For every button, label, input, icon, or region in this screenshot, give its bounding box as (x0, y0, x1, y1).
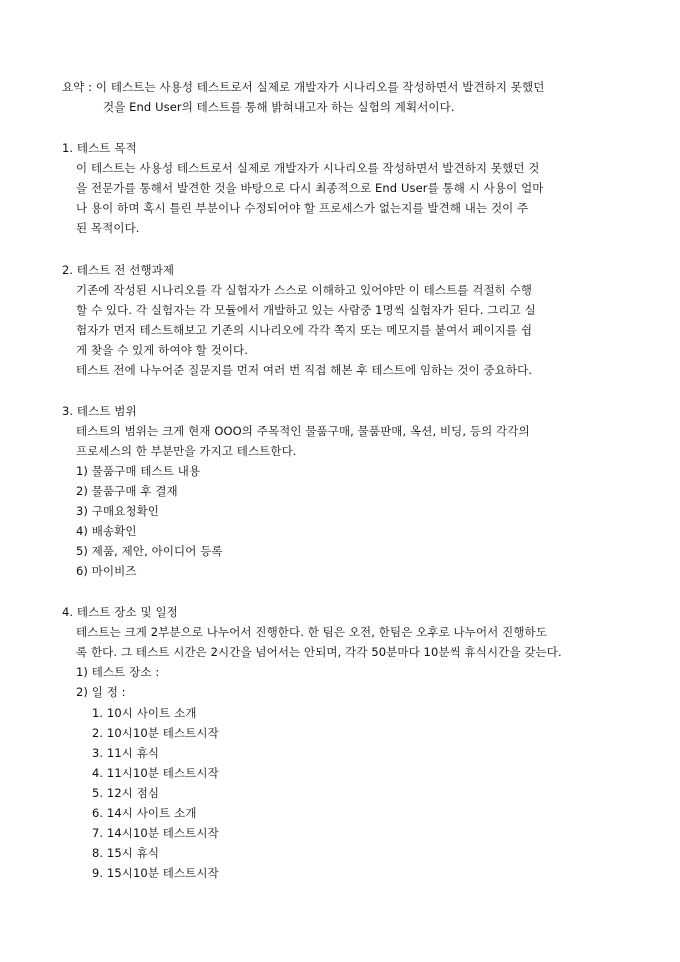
schedule-item: 3. 11시 휴식 (92, 746, 160, 760)
section-4-line: 록 한다. 그 테스트 시간은 2시간을 넘어서는 안되며, 각각 50분마다 10분씩 휴식시간을 갖는다. (76, 645, 562, 659)
section-3-list-item: 2) 물품구매 후 결재 (76, 484, 178, 498)
section-3-list-item: 6) 마이비즈 (76, 564, 137, 578)
section-3-line: 프로세스의 한 부분만을 가지고 테스트한다. (76, 444, 297, 458)
schedule-item: 6. 14시 사이트 소개 (92, 806, 197, 820)
schedule-item: 2. 10시10분 테스트시작 (92, 726, 219, 740)
section-2-line: 테스트 전에 나누어준 질문지를 먼저 여러 번 직접 해본 후 테스트에 임하는 것이 중요하다. (76, 363, 533, 377)
section-1-line: 이 테스트는 사용성 테스트로서 실제로 개발자가 시나리오를 작성하면서 발견하지 못했던 것 (76, 161, 540, 175)
section-4-heading: 4. 테스트 장소 및 일정 (62, 605, 178, 619)
section-2-heading: 2. 테스트 전 선행과제 (62, 263, 175, 277)
section-3-list-item: 1) 물품구매 테스트 내용 (76, 464, 201, 478)
schedule-item: 1. 10시 사이트 소개 (92, 706, 197, 720)
section-2-line: 기존에 작성된 시나리오를 각 실험자가 스스로 이해하고 있어야만 이 테스트를 걱절히 수행 (76, 283, 533, 297)
section-1-heading: 1. 테스트 목적 (62, 141, 137, 155)
section-1-line: 을 전문가를 통해서 발견한 것을 바탕으로 다시 최종적으로 End User를 통해 시 사용이 얼마 (76, 181, 544, 195)
section-1-line: 된 목적이다. (76, 221, 140, 235)
section-4-line: 테스트는 크게 2부분으로 나누어서 진행한다. 한 팀은 오전, 한팀은 오후로 나누어서 진행하도 (76, 625, 547, 639)
schedule-item: 7. 14시10분 테스트시작 (92, 826, 219, 840)
section-3-list-item: 5) 제품, 제안, 아이디어 등록 (76, 544, 223, 558)
section-2-line: 게 찾을 수 있게 하여야 할 것이다. (76, 343, 249, 357)
section-3-list-item: 3) 구매요청확인 (76, 504, 160, 518)
schedule-item: 4. 11시10분 테스트시작 (92, 766, 219, 780)
section-3-heading: 3. 테스트 범위 (62, 404, 137, 418)
section-3-line: 테스트의 범위는 크게 현재 OOO의 주목적인 물품구매, 물품판매, 옥션, 비딩, 등의 각각의 (76, 424, 530, 438)
summary-line-1: 요약 : 이 테스트는 사용성 테스트로서 실제로 개발자가 시나리오를 작성하면서 발견하지 못했던 (62, 80, 545, 94)
schedule-item: 8. 15시 휴식 (92, 846, 160, 860)
section-2-line: 험자가 먼저 테스트해보고 기존의 시나리오에 각각 쪽지 또는 메모지를 붙여서 페이지를 쉽 (76, 323, 533, 337)
section-3-list-item: 4) 배송확인 (76, 524, 137, 538)
section-2-line: 할 수 있다. 각 실험자는 각 모듈에서 개발하고 있는 사람중 1명씩 실험자가 된다. 그리고 실 (76, 303, 536, 317)
section-4-list-item: 2) 일 정 : (76, 685, 126, 699)
section-4-list-item: 1) 테스트 장소 : (76, 665, 160, 679)
summary-line-2: 것을 End User의 테스트를 통해 밝혀내고자 하는 실험의 계획서이다. (103, 100, 455, 114)
schedule-item: 5. 12시 점심 (92, 786, 160, 800)
section-1-line: 나 용이 하며 혹시 틀린 부분이나 수정되어야 할 프로세스가 없는지를 발견해 내는 것이 주 (76, 201, 529, 215)
schedule-item: 9. 15시10분 테스트시작 (92, 866, 219, 880)
